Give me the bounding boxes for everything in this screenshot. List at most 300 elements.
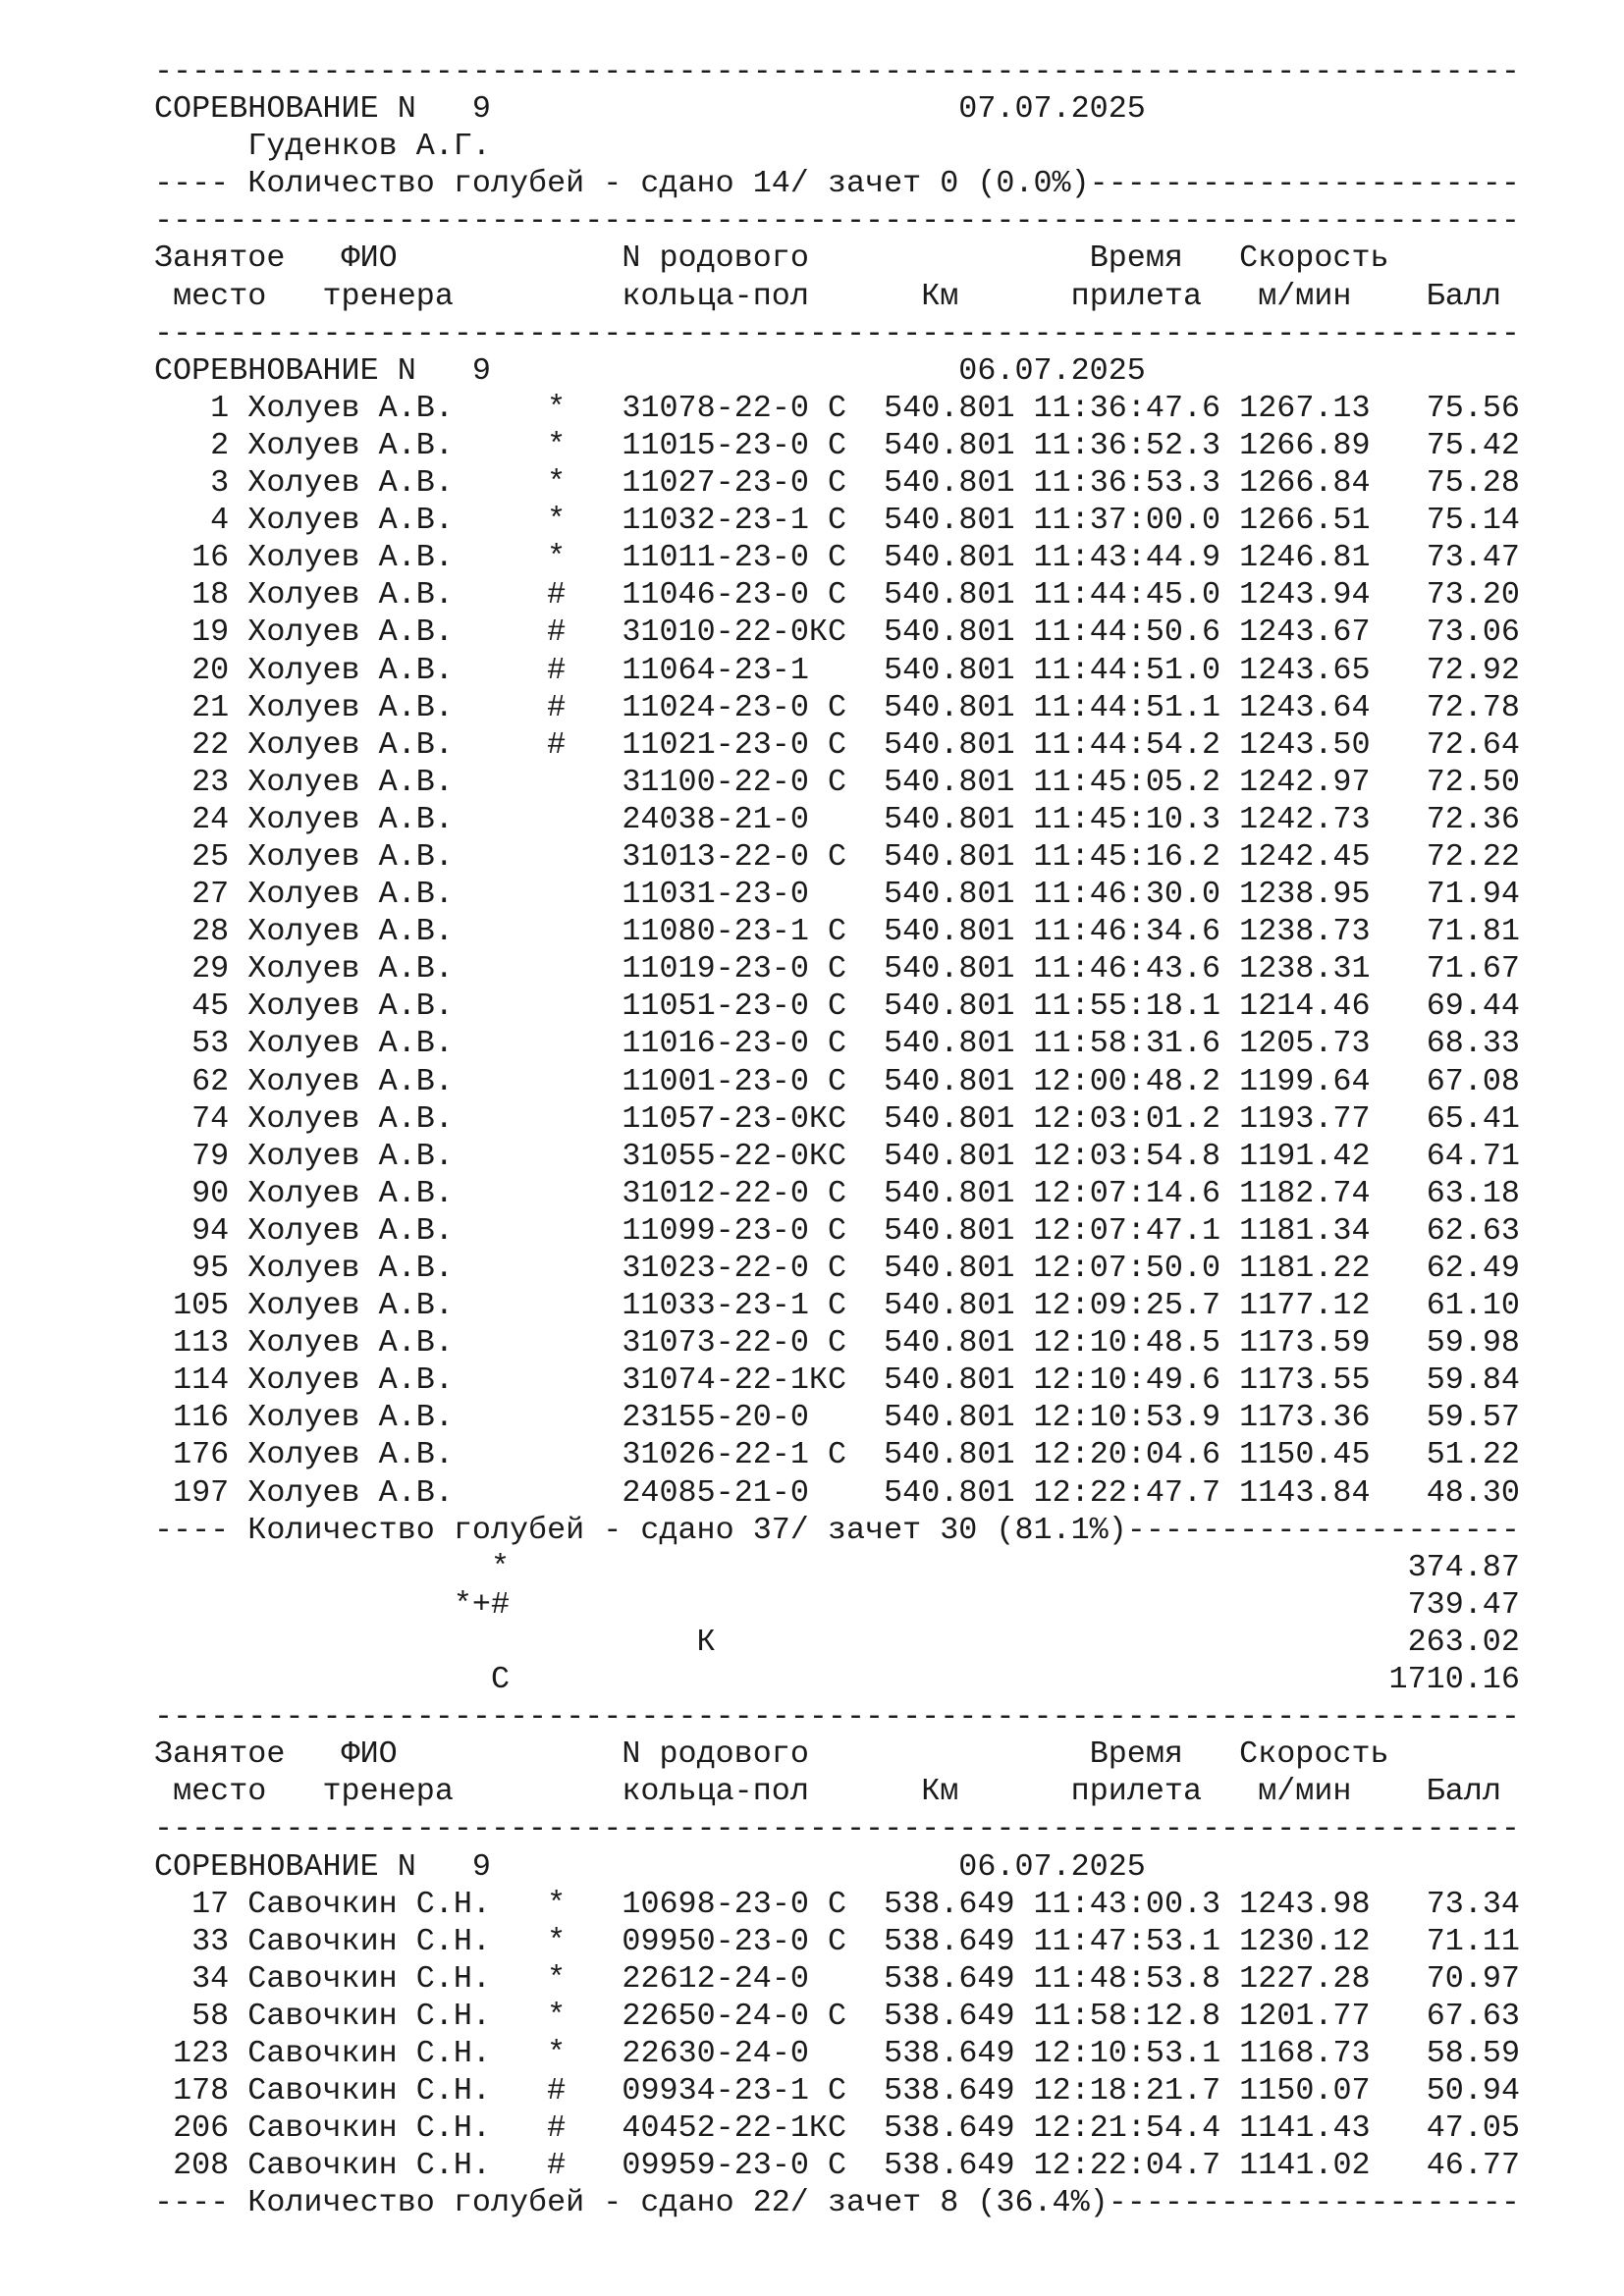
row-time: 11:36:52.3 xyxy=(1033,427,1221,463)
row-time: 11:46:34.6 xyxy=(1033,914,1221,950)
row-time: 11:58:12.8 xyxy=(1033,1998,1221,2034)
row-name: Холуев А.В. xyxy=(247,838,454,875)
col-ring: N родового xyxy=(622,240,809,277)
row-km: 540.801 xyxy=(884,689,1015,725)
row-ring: 09934-23-1 С xyxy=(622,2073,847,2109)
row-ring: 31010-22-0КС xyxy=(622,614,847,651)
row-time: 12:07:47.1 xyxy=(1033,1212,1221,1249)
row-time: 12:07:50.0 xyxy=(1033,1251,1221,1286)
row-ring: 11099-23-0 С xyxy=(622,1212,846,1249)
row-km: 540.801 xyxy=(884,877,1015,913)
row-km: 540.801 xyxy=(884,1026,1015,1062)
row-ring: 11046-23-0 С xyxy=(622,577,847,614)
row-time: 11:43:44.9 xyxy=(1033,540,1221,576)
col-place: Занятое xyxy=(154,1736,286,1773)
table-row xyxy=(154,1100,1520,1138)
table-row xyxy=(154,1886,1520,1923)
table-row xyxy=(154,1287,1520,1324)
row-speed: 1243.67 xyxy=(1239,614,1371,651)
row-score: 71.11 xyxy=(1426,1923,1520,1959)
row-ring: 11024-23-0 С xyxy=(622,689,847,725)
row-time: 11:45:10.3 xyxy=(1033,801,1221,837)
row-score: 59.84 xyxy=(1426,1362,1520,1399)
row-score: 67.08 xyxy=(1426,1063,1520,1099)
row-time: 11:55:18.1 xyxy=(1033,988,1221,1025)
row-time: 11:46:43.6 xyxy=(1033,951,1221,988)
row-mark: * xyxy=(547,1998,567,2034)
column-header-line-2 xyxy=(154,1773,1520,1810)
col-ring: N родового xyxy=(622,1736,809,1773)
row-score: 62.49 xyxy=(1426,1251,1520,1286)
row-time: 11:48:53.8 xyxy=(1033,1960,1221,1997)
row-time: 12:10:53.9 xyxy=(1033,1400,1221,1436)
row-speed: 1205.73 xyxy=(1239,1026,1371,1062)
row-speed: 1266.89 xyxy=(1239,427,1371,463)
table-row xyxy=(154,801,1520,838)
table-row xyxy=(154,1212,1520,1250)
row-ring: 31078-22-0 С xyxy=(622,390,847,426)
row-place: 197 xyxy=(173,1474,230,1511)
row-score: 59.57 xyxy=(1426,1400,1520,1436)
row-time: 12:22:04.7 xyxy=(1033,2148,1221,2184)
column-header-line-1 xyxy=(154,240,1520,277)
col-speed: Скорость xyxy=(1239,240,1389,277)
row-time: 12:10:53.1 xyxy=(1033,2035,1221,2071)
total-line xyxy=(154,1549,1520,1586)
table-row xyxy=(154,1399,1520,1436)
row-mark: * xyxy=(547,540,567,576)
table-row xyxy=(154,838,1520,876)
total-label: * xyxy=(490,1549,511,1585)
row-km: 540.801 xyxy=(884,1251,1015,1286)
row-place: 3 xyxy=(210,465,230,502)
row-ring: 24085-21-0 xyxy=(622,1474,809,1511)
row-place: 94 xyxy=(191,1212,230,1249)
row-km: 540.801 xyxy=(884,1175,1015,1211)
column-header-divider-top: ------------------------------------------------------------------------- xyxy=(154,1699,1520,1735)
row-score: 67.63 xyxy=(1426,1998,1520,2034)
table-row xyxy=(154,2035,1520,2072)
row-mark: # xyxy=(547,2073,567,2109)
row-place: 1 xyxy=(210,390,230,426)
row-ring: 11080-23-1 С xyxy=(622,914,846,950)
row-place: 114 xyxy=(173,1362,230,1399)
organizer-name: Гуденков А.Г. xyxy=(247,129,491,165)
row-score: 51.22 xyxy=(1426,1437,1520,1473)
row-score: 73.06 xyxy=(1426,614,1520,651)
row-place: 25 xyxy=(191,838,230,875)
row-ring: 23155-20-0 xyxy=(622,1400,809,1436)
row-score: 72.36 xyxy=(1426,801,1520,837)
row-speed: 1266.51 xyxy=(1239,503,1371,539)
section-summary-text: ---- Количество голубей - сдано 37/ зачет 30 (81.1%) xyxy=(154,1512,1127,1548)
row-mark: # xyxy=(547,2148,567,2184)
row-score: 73.20 xyxy=(1426,577,1520,614)
row-place: 206 xyxy=(173,2110,230,2147)
row-score: 71.81 xyxy=(1426,914,1520,950)
row-mark: * xyxy=(547,1923,567,1959)
row-km: 540.801 xyxy=(884,914,1015,950)
table-row xyxy=(154,913,1520,950)
row-score: 75.42 xyxy=(1426,427,1520,463)
row-score: 46.77 xyxy=(1426,2148,1520,2184)
organizer-line xyxy=(154,128,1520,165)
row-name: Холуев А.В. xyxy=(247,801,454,837)
table-row xyxy=(154,726,1520,764)
row-name: Савочкин С.Н. xyxy=(247,2110,491,2147)
row-name: Холуев А.В. xyxy=(247,1138,454,1174)
row-name: Холуев А.В. xyxy=(247,1175,454,1211)
row-speed: 1267.13 xyxy=(1239,390,1371,426)
row-score: 75.28 xyxy=(1426,465,1520,502)
row-score: 68.33 xyxy=(1426,1026,1520,1062)
row-name: Холуев А.В. xyxy=(247,390,454,426)
competition-date: 07.07.2025 xyxy=(958,91,1146,128)
row-ring: 09959-23-0 С xyxy=(622,2148,847,2184)
row-time: 12:10:49.6 xyxy=(1033,1362,1221,1399)
row-time: 11:47:53.1 xyxy=(1033,1923,1221,1959)
row-mark: * xyxy=(547,1960,567,1997)
row-speed: 1150.07 xyxy=(1239,2073,1371,2109)
row-speed: 1181.34 xyxy=(1239,1212,1371,1249)
row-name: Холуев А.В. xyxy=(247,1362,454,1399)
row-time: 11:46:30.0 xyxy=(1033,877,1221,913)
row-mark: * xyxy=(547,503,567,539)
row-speed: 1150.45 xyxy=(1239,1437,1371,1473)
col-speed-2: м/мин xyxy=(1258,278,1352,314)
row-mark: # xyxy=(547,689,567,725)
row-time: 11:36:53.3 xyxy=(1033,465,1221,502)
row-place: 19 xyxy=(191,614,230,651)
row-name: Холуев А.В. xyxy=(247,577,454,614)
col-time-2: прилета xyxy=(1070,278,1203,314)
total-line xyxy=(154,1661,1520,1698)
row-speed: 1238.31 xyxy=(1239,951,1371,988)
table-row xyxy=(154,2147,1520,2184)
row-mark: * xyxy=(547,1886,567,1922)
row-km: 540.801 xyxy=(884,1138,1015,1174)
row-time: 11:43:00.3 xyxy=(1033,1886,1221,1922)
row-place: 34 xyxy=(191,1960,230,1997)
row-km: 540.801 xyxy=(884,465,1015,502)
row-mark: * xyxy=(547,465,567,502)
table-row xyxy=(154,1175,1520,1212)
row-name: Савочкин С.Н. xyxy=(247,2073,491,2109)
row-name: Холуев А.В. xyxy=(247,1212,454,1249)
row-speed: 1199.64 xyxy=(1239,1063,1371,1099)
column-header-divider-bottom: ------------------------------------------------------------------------- xyxy=(154,1811,1520,1847)
table-row xyxy=(154,1960,1520,1998)
row-ring: 22630-24-0 xyxy=(622,2035,809,2071)
row-km: 538.649 xyxy=(884,2110,1015,2147)
row-name: Холуев А.В. xyxy=(247,1026,454,1062)
table-row xyxy=(154,1474,1520,1512)
row-score: 59.98 xyxy=(1426,1325,1520,1362)
table-row xyxy=(154,988,1520,1025)
row-ring: 31026-22-1 С xyxy=(622,1437,847,1473)
total-line xyxy=(154,1624,1520,1661)
table-row xyxy=(154,464,1520,502)
table-row xyxy=(154,539,1520,576)
row-km: 538.649 xyxy=(884,2073,1015,2109)
table-row xyxy=(154,1250,1520,1287)
row-km: 538.649 xyxy=(884,1923,1015,1959)
row-time: 11:36:47.6 xyxy=(1033,390,1221,426)
table-row xyxy=(154,2072,1520,2109)
table-row xyxy=(154,390,1520,427)
section-date: 06.07.2025 xyxy=(958,1848,1146,1885)
row-speed: 1182.74 xyxy=(1239,1175,1371,1211)
row-ring: 22612-24-0 xyxy=(622,1960,809,1997)
row-time: 12:09:25.7 xyxy=(1033,1288,1221,1324)
row-km: 538.649 xyxy=(884,1886,1015,1922)
row-ring: 11011-23-0 С xyxy=(622,540,847,576)
col-time-2: прилета xyxy=(1070,1774,1203,1810)
row-name: Холуев А.В. xyxy=(247,1474,454,1511)
row-ring: 24038-21-0 xyxy=(622,801,809,837)
header-summary: ---- Количество голубей - сдано 14/ зачет 0 (0.0%)----------------------- xyxy=(154,166,1520,202)
row-speed: 1246.81 xyxy=(1239,540,1371,576)
row-time: 12:07:14.6 xyxy=(1033,1175,1221,1211)
row-mark: # xyxy=(547,726,567,763)
row-time: 11:44:50.6 xyxy=(1033,614,1221,651)
section-title: СОРЕВНОВАНИЕ N 9 xyxy=(154,1848,491,1885)
row-score: 48.30 xyxy=(1426,1474,1520,1511)
row-score: 70.97 xyxy=(1426,1960,1520,1997)
table-row xyxy=(154,502,1520,539)
row-km: 540.801 xyxy=(884,1437,1015,1473)
total-value: 1710.16 xyxy=(1388,1662,1520,1698)
row-mark: # xyxy=(547,652,567,688)
col-name-2: тренера xyxy=(322,278,454,314)
row-time: 11:58:31.6 xyxy=(1033,1026,1221,1062)
row-speed: 1181.22 xyxy=(1239,1251,1371,1286)
col-score: Балл xyxy=(1426,1774,1501,1810)
row-speed: 1243.64 xyxy=(1239,689,1371,725)
row-place: 21 xyxy=(191,689,230,725)
row-km: 540.801 xyxy=(884,838,1015,875)
row-km: 540.801 xyxy=(884,1063,1015,1099)
row-speed: 1243.98 xyxy=(1239,1886,1371,1922)
row-name: Холуев А.В. xyxy=(247,1400,454,1436)
row-speed: 1227.28 xyxy=(1239,1960,1371,1997)
row-ring: 11051-23-0 С xyxy=(622,988,846,1025)
row-place: 20 xyxy=(191,652,230,688)
row-score: 73.47 xyxy=(1426,540,1520,576)
row-score: 63.18 xyxy=(1426,1175,1520,1211)
row-mark: * xyxy=(547,427,567,463)
row-name: Холуев А.В. xyxy=(247,1437,454,1473)
row-km: 540.801 xyxy=(884,1212,1015,1249)
row-name: Холуев А.В. xyxy=(247,652,454,688)
row-speed: 1177.12 xyxy=(1239,1288,1371,1324)
table-row xyxy=(154,764,1520,801)
row-name: Холуев А.В. xyxy=(247,726,454,763)
col-time: Время xyxy=(1089,1736,1183,1773)
col-km: Км xyxy=(921,1774,959,1810)
row-speed: 1238.73 xyxy=(1239,914,1371,950)
row-ring: 31055-22-0КС xyxy=(622,1138,846,1174)
row-score: 73.34 xyxy=(1426,1886,1520,1922)
row-time: 12:20:04.6 xyxy=(1033,1437,1221,1473)
row-km: 540.801 xyxy=(884,1100,1015,1137)
row-km: 540.801 xyxy=(884,390,1015,426)
row-km: 540.801 xyxy=(884,726,1015,763)
row-speed: 1201.77 xyxy=(1239,1998,1371,2034)
row-name: Холуев А.В. xyxy=(247,503,454,539)
row-km: 538.649 xyxy=(884,1998,1015,2034)
row-place: 79 xyxy=(191,1138,230,1174)
row-speed: 1266.84 xyxy=(1239,465,1371,502)
row-ring: 31074-22-1КС xyxy=(622,1362,847,1399)
row-ring: 11027-23-0 С xyxy=(622,465,847,502)
row-name: Савочкин С.Н. xyxy=(247,2035,491,2071)
row-place: 74 xyxy=(191,1100,230,1137)
row-km: 540.801 xyxy=(884,1400,1015,1436)
row-name: Холуев А.В. xyxy=(247,689,454,725)
row-place: 53 xyxy=(191,1026,230,1062)
row-time: 12:21:54.4 xyxy=(1033,2110,1221,2147)
column-header-line-1 xyxy=(154,1735,1520,1773)
row-mark: * xyxy=(547,390,567,426)
row-time: 12:03:54.8 xyxy=(1033,1138,1221,1174)
row-place: 178 xyxy=(173,2073,230,2109)
column-header-divider-top: ------------------------------------------------------------------------- xyxy=(154,203,1520,240)
row-name: Савочкин С.Н. xyxy=(247,1886,491,1922)
row-mark: # xyxy=(547,2110,567,2147)
row-km: 538.649 xyxy=(884,2035,1015,2071)
row-place: 27 xyxy=(191,877,230,913)
row-ring: 31013-22-0 С xyxy=(622,838,846,875)
row-speed: 1238.95 xyxy=(1239,877,1371,913)
row-ring: 40452-22-1КС xyxy=(622,2110,847,2147)
row-score: 72.64 xyxy=(1426,726,1520,763)
col-ring-2: кольца-пол xyxy=(622,278,809,314)
row-speed: 1243.65 xyxy=(1239,652,1371,688)
header-summary-text: ---- Количество голубей - сдано 14/ зачет 0 (0.0%) xyxy=(154,166,1090,202)
row-speed: 1141.02 xyxy=(1239,2148,1371,2184)
row-place: 45 xyxy=(191,988,230,1025)
row-km: 540.801 xyxy=(884,577,1015,614)
row-score: 72.50 xyxy=(1426,764,1520,800)
row-mark: # xyxy=(547,577,567,614)
row-speed: 1173.55 xyxy=(1239,1362,1371,1399)
row-time: 11:44:54.2 xyxy=(1033,726,1221,763)
row-speed: 1168.73 xyxy=(1239,2035,1371,2071)
row-place: 24 xyxy=(191,801,230,837)
total-value: 374.87 xyxy=(1407,1549,1520,1585)
row-score: 71.94 xyxy=(1426,877,1520,913)
row-name: Холуев А.В. xyxy=(247,951,454,988)
row-km: 538.649 xyxy=(884,1960,1015,1997)
row-km: 540.801 xyxy=(884,951,1015,988)
row-name: Холуев А.В. xyxy=(247,427,454,463)
row-ring: 11021-23-0 С xyxy=(622,726,847,763)
row-score: 50.94 xyxy=(1426,2073,1520,2109)
row-speed: 1214.46 xyxy=(1239,988,1371,1025)
row-km: 540.801 xyxy=(884,503,1015,539)
table-row xyxy=(154,1923,1520,1960)
row-name: Савочкин С.Н. xyxy=(247,2148,491,2184)
row-score: 65.41 xyxy=(1426,1100,1520,1137)
section-summary: ---- Количество голубей - сдано 22/ зачет 8 (36.4%)---------------------- xyxy=(154,2185,1520,2221)
total-value: 263.02 xyxy=(1407,1624,1520,1660)
table-row xyxy=(154,689,1520,726)
row-place: 29 xyxy=(191,951,230,988)
total-value: 739.47 xyxy=(1407,1586,1520,1623)
row-km: 540.801 xyxy=(884,540,1015,576)
row-place: 23 xyxy=(191,764,230,800)
table-row xyxy=(154,1436,1520,1473)
results-printout xyxy=(154,53,1520,2221)
row-ring: 11064-23-1 xyxy=(622,652,809,688)
row-place: 95 xyxy=(191,1251,230,1286)
row-ring: 11001-23-0 С xyxy=(622,1063,846,1099)
row-km: 540.801 xyxy=(884,614,1015,651)
row-ring: 11015-23-0 С xyxy=(622,427,847,463)
table-row xyxy=(154,876,1520,913)
col-place-2: место xyxy=(173,278,267,314)
row-place: 123 xyxy=(173,2035,230,2071)
row-ring: 31100-22-0 С xyxy=(622,764,846,800)
row-time: 11:37:00.0 xyxy=(1033,503,1221,539)
row-score: 71.67 xyxy=(1426,951,1520,988)
table-row xyxy=(154,2109,1520,2147)
col-ring-2: кольца-пол xyxy=(622,1774,809,1810)
row-ring: 31073-22-0 С xyxy=(622,1325,847,1362)
row-name: Холуев А.В. xyxy=(247,1063,454,1099)
row-score: 69.44 xyxy=(1426,988,1520,1025)
row-place: 105 xyxy=(173,1288,230,1324)
row-name: Холуев А.В. xyxy=(247,764,454,800)
row-score: 72.22 xyxy=(1426,838,1520,875)
row-place: 22 xyxy=(191,726,230,763)
row-time: 11:45:16.2 xyxy=(1033,838,1221,875)
col-name: ФИО xyxy=(341,240,398,277)
row-name: Холуев А.В. xyxy=(247,1251,454,1286)
row-km: 540.801 xyxy=(884,764,1015,800)
row-km: 540.801 xyxy=(884,1288,1015,1324)
row-name: Холуев А.В. xyxy=(247,614,454,651)
row-place: 90 xyxy=(191,1175,230,1211)
row-km: 540.801 xyxy=(884,1474,1015,1511)
row-score: 61.10 xyxy=(1426,1288,1520,1324)
row-place: 33 xyxy=(191,1923,230,1959)
table-row xyxy=(154,427,1520,464)
row-ring: 22650-24-0 С xyxy=(622,1998,847,2034)
row-time: 12:00:48.2 xyxy=(1033,1063,1221,1099)
row-ring: 31012-22-0 С xyxy=(622,1175,846,1211)
row-speed: 1141.43 xyxy=(1239,2110,1371,2147)
row-name: Холуев А.В. xyxy=(247,988,454,1025)
row-ring: 11032-23-1 С xyxy=(622,503,847,539)
section-date: 06.07.2025 xyxy=(958,352,1146,389)
table-row xyxy=(154,652,1520,689)
row-ring: 11033-23-1 С xyxy=(622,1288,847,1324)
row-speed: 1143.84 xyxy=(1239,1474,1371,1511)
row-name: Холуев А.В. xyxy=(247,1325,454,1362)
row-time: 11:44:51.0 xyxy=(1033,652,1221,688)
row-speed: 1242.45 xyxy=(1239,838,1371,875)
section-summary: ---- Количество голубей - сдано 37/ зачет 30 (81.1%)--------------------- xyxy=(154,1512,1520,1548)
row-km: 538.649 xyxy=(884,2148,1015,2184)
total-label: *+# xyxy=(453,1586,511,1623)
total-label: К xyxy=(696,1624,716,1660)
section-summary-text: ---- Количество голубей - сдано 22/ зачет 8 (36.4%) xyxy=(154,2185,1109,2221)
row-score: 47.05 xyxy=(1426,2110,1520,2147)
section-competition xyxy=(154,1848,1520,1886)
row-ring: 09950-23-0 С xyxy=(622,1923,847,1959)
